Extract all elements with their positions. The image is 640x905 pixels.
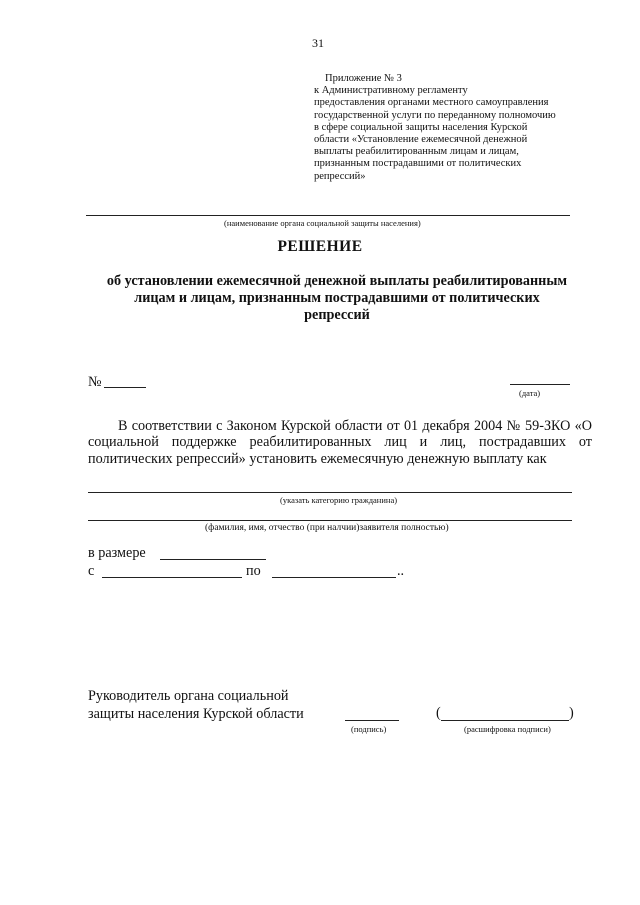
subtitle-line: об установлении ежемесячной денежной выплаты реабилитированным [106,273,568,289]
subtitle-line: репрессий [304,307,370,323]
signatory-title-line2: защиты населения Курской области [88,706,304,722]
amount-field-line[interactable] [160,559,266,560]
appendix-line: в сфере социальной защиты населения Курской [314,121,528,133]
number-field-line[interactable] [104,387,146,388]
number-label: № [88,374,102,390]
date-caption: (дата) [519,388,541,398]
signatory-title-line1: Руководитель органа социальной [88,688,289,704]
signature-caption: (подпись) [351,724,387,734]
category-field-line[interactable] [88,492,572,493]
appendix-line: выплаты реабилитированным лицам и лицам, [314,146,519,158]
appendix-line: предоставления органами местного самоуправления [314,97,549,109]
fio-caption: (фамилия, имя, отчество (при налчии)заявителя полностью) [205,523,449,533]
decision-body-text [88,418,592,467]
authority-name-line[interactable] [86,215,570,216]
document-subtitle [80,273,594,324]
fio-field-line[interactable] [88,520,572,521]
body-paragraph: В соответствии с Законом Курской области от 01 декабря 2004 № 59-ЗКО «О социальной поддержке реабилитированных лиц и лиц, пострадавших от политических репрессий» установить ежемесячную денежную выплату как [88,418,592,467]
from-label: с [88,563,95,579]
from-date-line[interactable] [102,577,242,578]
signature-field-line[interactable] [345,720,399,721]
to-date-line[interactable] [272,577,396,578]
decoding-paren-open: ( [436,705,441,721]
category-caption: (указать категорию гражданина) [280,495,398,505]
appendix-line: Приложение № 3 [325,73,402,84]
to-label: по [246,563,261,579]
appendix-line: признанным пострадавшими от политических [314,158,522,170]
trailing-ellipsis: .. [397,563,405,579]
decoding-paren-close: ) [569,705,574,721]
appendix-line: области «Установление ежемесячной денежной [314,134,528,146]
page-number: 31 [312,36,324,50]
signature-decoding-line[interactable] [441,720,569,721]
appendix-block [311,73,556,183]
date-field-line[interactable] [510,384,570,385]
appendix-line: репрессий» [314,170,366,182]
decoding-caption: (расшифровка подписи) [464,724,551,734]
appendix-line: государственной услуги по переданному полномочию [314,109,556,121]
subtitle-line: лицам и лицам, признанным пострадавшими от политических [134,290,540,306]
authority-caption: (наименование органа социальной защиты населения) [224,218,421,228]
appendix-line: к Административному регламенту [314,85,468,97]
document-title: РЕШЕНИЕ [277,238,363,255]
amount-label: в размере [88,545,146,561]
